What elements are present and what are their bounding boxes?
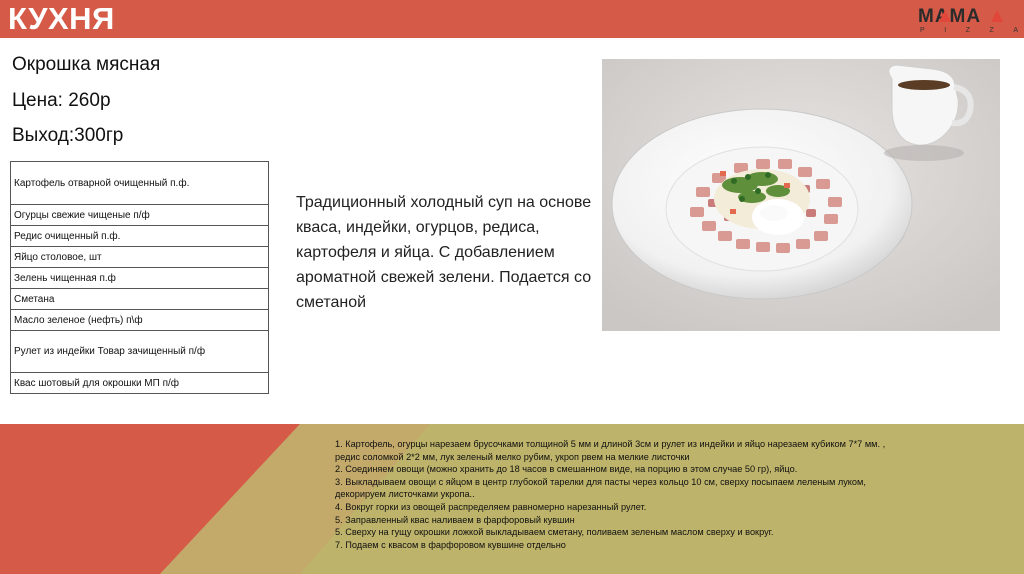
logo-letter: A bbox=[1013, 27, 1018, 34]
table-row bbox=[11, 247, 269, 268]
logo-triangle-icon bbox=[939, 10, 951, 22]
logo-wordmark: MAMA bbox=[918, 6, 982, 27]
dish-photo bbox=[602, 59, 1000, 331]
dish-description: Традиционный холодный суп на основе кваса, индейки, огурцов, редиса, картофеля и яйца. С добавлением ароматной свежей зелени. Подается со сметаной bbox=[296, 194, 592, 311]
ingredient-cell: Огурцы свежие чищеные п/ф bbox=[11, 205, 269, 226]
ingredient-cell: Картофель отварной очищенный п.ф. bbox=[11, 162, 269, 205]
logo-letter: Z bbox=[989, 27, 994, 34]
table-row bbox=[11, 162, 269, 205]
table-row bbox=[11, 226, 269, 247]
logo-letter: Z bbox=[965, 27, 970, 34]
step-line: 5. Заправленный квас наливаем в фарфоровый кувшин bbox=[335, 514, 575, 525]
logo-letter: I bbox=[944, 27, 947, 34]
table-row bbox=[11, 289, 269, 310]
table-row bbox=[11, 268, 269, 289]
header-bar bbox=[0, 0, 1024, 38]
brand-logo bbox=[918, 6, 1020, 40]
dish-yield: Выход:300гр bbox=[12, 125, 124, 146]
ingredient-cell: Квас шотовый для окрошки МП п/ф bbox=[11, 373, 269, 394]
logo-triangle-icon bbox=[991, 10, 1003, 22]
section-title: КУХНЯ bbox=[8, 1, 115, 36]
ingredients-table bbox=[10, 161, 269, 394]
step-line: 2. Соединяем овощи (можно хранить до 18 часов в смешанном виде, на порцию в этом случае 50 гр), яйцо. bbox=[335, 464, 798, 475]
logo-subtitle bbox=[920, 27, 1018, 34]
ingredient-cell: Масло зеленое (нефть) п\ф bbox=[11, 310, 269, 331]
logo-letter: P bbox=[920, 27, 925, 34]
table-row bbox=[11, 373, 269, 394]
ingredient-cell: Редис очищенный п.ф. bbox=[11, 226, 269, 247]
table-row bbox=[11, 205, 269, 226]
ingredient-cell: Зелень чищенная п.ф bbox=[11, 268, 269, 289]
ingredient-cell: Рулет из индейки Товар зачищенный п/ф bbox=[11, 331, 269, 373]
step-line: декорируем листочками укропа.. bbox=[335, 489, 475, 500]
step-line: 4. Вокруг горки из овощей распределяем равномерно нарезанный рулет. bbox=[335, 501, 647, 512]
step-line: 3. Выкладываем овощи с яйцом в центр глубокой тарелки для пасты через кольцо 10 см, сверху посыпаем леленым луком, bbox=[335, 476, 866, 487]
step-line: 1. Картофель, огурцы нарезаем брусочками толщиной 5 мм и длиной 3см и рулет из индейки и яйцо нарезаем кубиком 7*7 мм. , bbox=[335, 439, 886, 449]
dish-name: Окрошка мясная bbox=[12, 54, 161, 75]
table-row bbox=[11, 331, 269, 373]
ingredient-cell: Сметана bbox=[11, 289, 269, 310]
cooking-steps bbox=[335, 438, 975, 551]
dish-price: Цена: 260р bbox=[12, 90, 111, 111]
dish-photo-illustration bbox=[602, 59, 1000, 331]
step-line: 5. Сверху на гущу окрошки ложкой выкладываем сметану, поливаем зеленым маслом сверху и вокруг. bbox=[335, 527, 774, 538]
step-line: 7. Подаем с квасом в фарфоровом кувшине отдельно bbox=[335, 539, 566, 550]
ingredient-cell: Яйцо столовое, шт bbox=[11, 247, 269, 268]
step-line: редис соломкой 2*2 мм, лук зеленый мелко рубим, укроп рвем на мелкие листочки bbox=[335, 451, 690, 462]
table-row bbox=[11, 310, 269, 331]
